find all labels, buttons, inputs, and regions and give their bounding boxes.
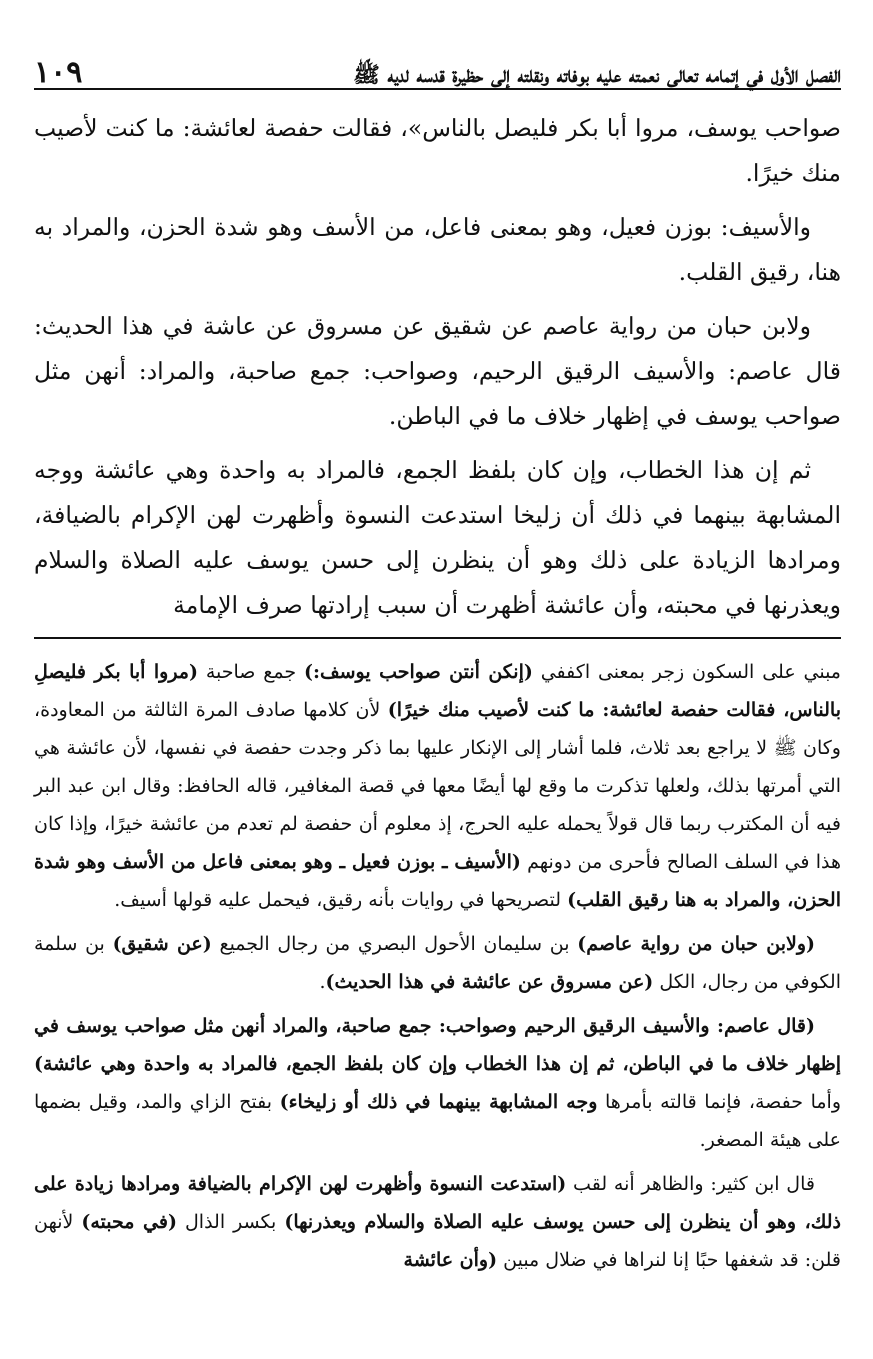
quoted-text: (استدعت النسوة وأظهرت لهن الإكرام بالضيافة ومرادها زيادة على ذلك، وهو أن ينظرن إلى حسن يوسف عليه الصلاة والسلام ويعذرنها): [34, 1173, 841, 1233]
commentary-paragraph: [34, 925, 841, 1001]
main-paragraph: والأسيف: بوزن فعيل، وهو بمعنى فاعل، من الأسف وهو شدة الحزن، والمراد به هنا، رقيق القلب.: [34, 213, 841, 286]
commentary-text: بن سليمان الأحول البصري من رجال الجميع: [211, 933, 578, 955]
quoted-text: (الأسيف ـ بوزن فعيل ـ وهو بمعنى فاعل من الأسف وهو شدة الحزن، والمراد به هنا رقيق القلب): [34, 851, 841, 911]
quoted-text: وجه المشابهة بينهما في ذلك أو زليخاء): [279, 1091, 598, 1113]
quoted-text: (وأن عائشة: [403, 1249, 498, 1271]
commentary-text: قال ابن كثير: والظاهر أنه لقب: [566, 1173, 815, 1195]
commentary-text: لأن كلامها صادف المرة الثالثة من المعاودة، وكان ﷺ لا يراجع بعد ثلاث، فلما أشار إلى الإنكار عليها بما ذكر وجدت حفصة في نفسها، لأن عائشة هي التي أمرتها بذلك، ولعلها تذكرت ما وقع لها أيضًا معها في قصة المغافير، قاله الحافظ: وقال ابن عبد البر فيه أن المكترب ربما قال قولاً يحمله عليه الحرج، إذ معلوم أن حفصة لم تعدم من عائشة خيرًا، وإذا كان هذا في السلف الصالح فأحرى من دونهم: [34, 699, 841, 873]
commentary-text: بن سلمة الكوفي من رجال، الكل: [34, 933, 841, 993]
main-text: [34, 90, 841, 628]
footnote-divider: [34, 637, 841, 639]
quoted-text: (عن مسروق عن عائشة في هذا الحديث): [325, 971, 654, 993]
commentary-paragraph: [34, 653, 841, 919]
commentary-section: [34, 653, 841, 1279]
quoted-text: (مروا أبا بكر فليصلِ بالناس، فقالت حفصة لعائشة: ما كنت لأصيب منك خيرًا): [34, 661, 841, 721]
quoted-text: (إنكن أنتن صواحب يوسف:): [303, 661, 533, 683]
commentary-text: بفتح الزاي والمد، وقيل بضمها على هيئة المصغر.: [34, 1091, 841, 1151]
main-paragraph: صواحب يوسف، مروا أبا بكر فليصل بالناس»، فقالت حفصة لعائشة: ما كنت لأصيب منك خيرًا.: [34, 114, 841, 187]
commentary-text: مبني على السكون زجر بمعنى اكففي: [532, 661, 841, 683]
commentary-text: .: [319, 971, 326, 993]
commentary-text: بكسر الذال: [176, 1211, 285, 1233]
commentary-text: لتصريحها في روايات بأنه رقيق، فيحمل عليه قولها أسيف.: [114, 889, 568, 911]
quoted-text: (ولابن حبان من رواية عاصم): [577, 933, 816, 955]
commentary-paragraph: [34, 1165, 841, 1279]
main-paragraph: ولابن حبان من رواية عاصم عن شقيق عن مسروق عن عاشة في هذا الحديث: قال عاصم: والأسيف الرقيق الرحيم، وصواحب: جمع صاحبة، والمراد: أنهن مثل صواحب يوسف في إظهار خلاف ما في الباطن.: [34, 312, 841, 430]
page-header: [34, 40, 841, 90]
quoted-text: (في محبته): [81, 1211, 177, 1233]
commentary-text: جمع صاحبة: [197, 661, 304, 683]
main-paragraph: ثم إن هذا الخطاب، وإن كان بلفظ الجمع، فالمراد به واحدة وهي عائشة ووجه المشابهة بينهما في ذلك أن زليخا استدعت النسوة وأظهرت لهن الإكرام بالضيافة، ومرادها الزيادة على ذلك وهو أن ينظرن إلى حسن يوسف عليه الصلاة والسلام ويعذرنها في محبته، وأن عائشة أظهرت أن سبب إرادتها صرف الإمامة: [34, 456, 841, 619]
commentary-paragraph: [34, 1007, 841, 1159]
quoted-text: (قال عاصم: والأسيف الرقيق الرحيم وصواحب: جمع صاحبة، والمراد أنهن مثل صواحب يوسف في إظهار خلاف ما في الباطن، ثم إن هذا الخطاب وإن كان بلفظ الجمع، فالمراد به واحدة وهي عائشة): [34, 1015, 841, 1075]
chapter-title: الفصل الأول في إتمامه تعالى نعمته عليه بوفاته ونقلته إلى حظيرة قدسه لديه ﷺ: [353, 61, 841, 88]
page-number: ١٠٩: [34, 55, 83, 90]
commentary-text: لأنهن قلن: قد شغفها حبًا إنا لنراها في ضلال مبين: [34, 1211, 841, 1271]
quoted-text: (عن شقيق): [112, 933, 212, 955]
commentary-text: وأما حفصة، فإنما قالته بأمرها: [597, 1091, 841, 1113]
